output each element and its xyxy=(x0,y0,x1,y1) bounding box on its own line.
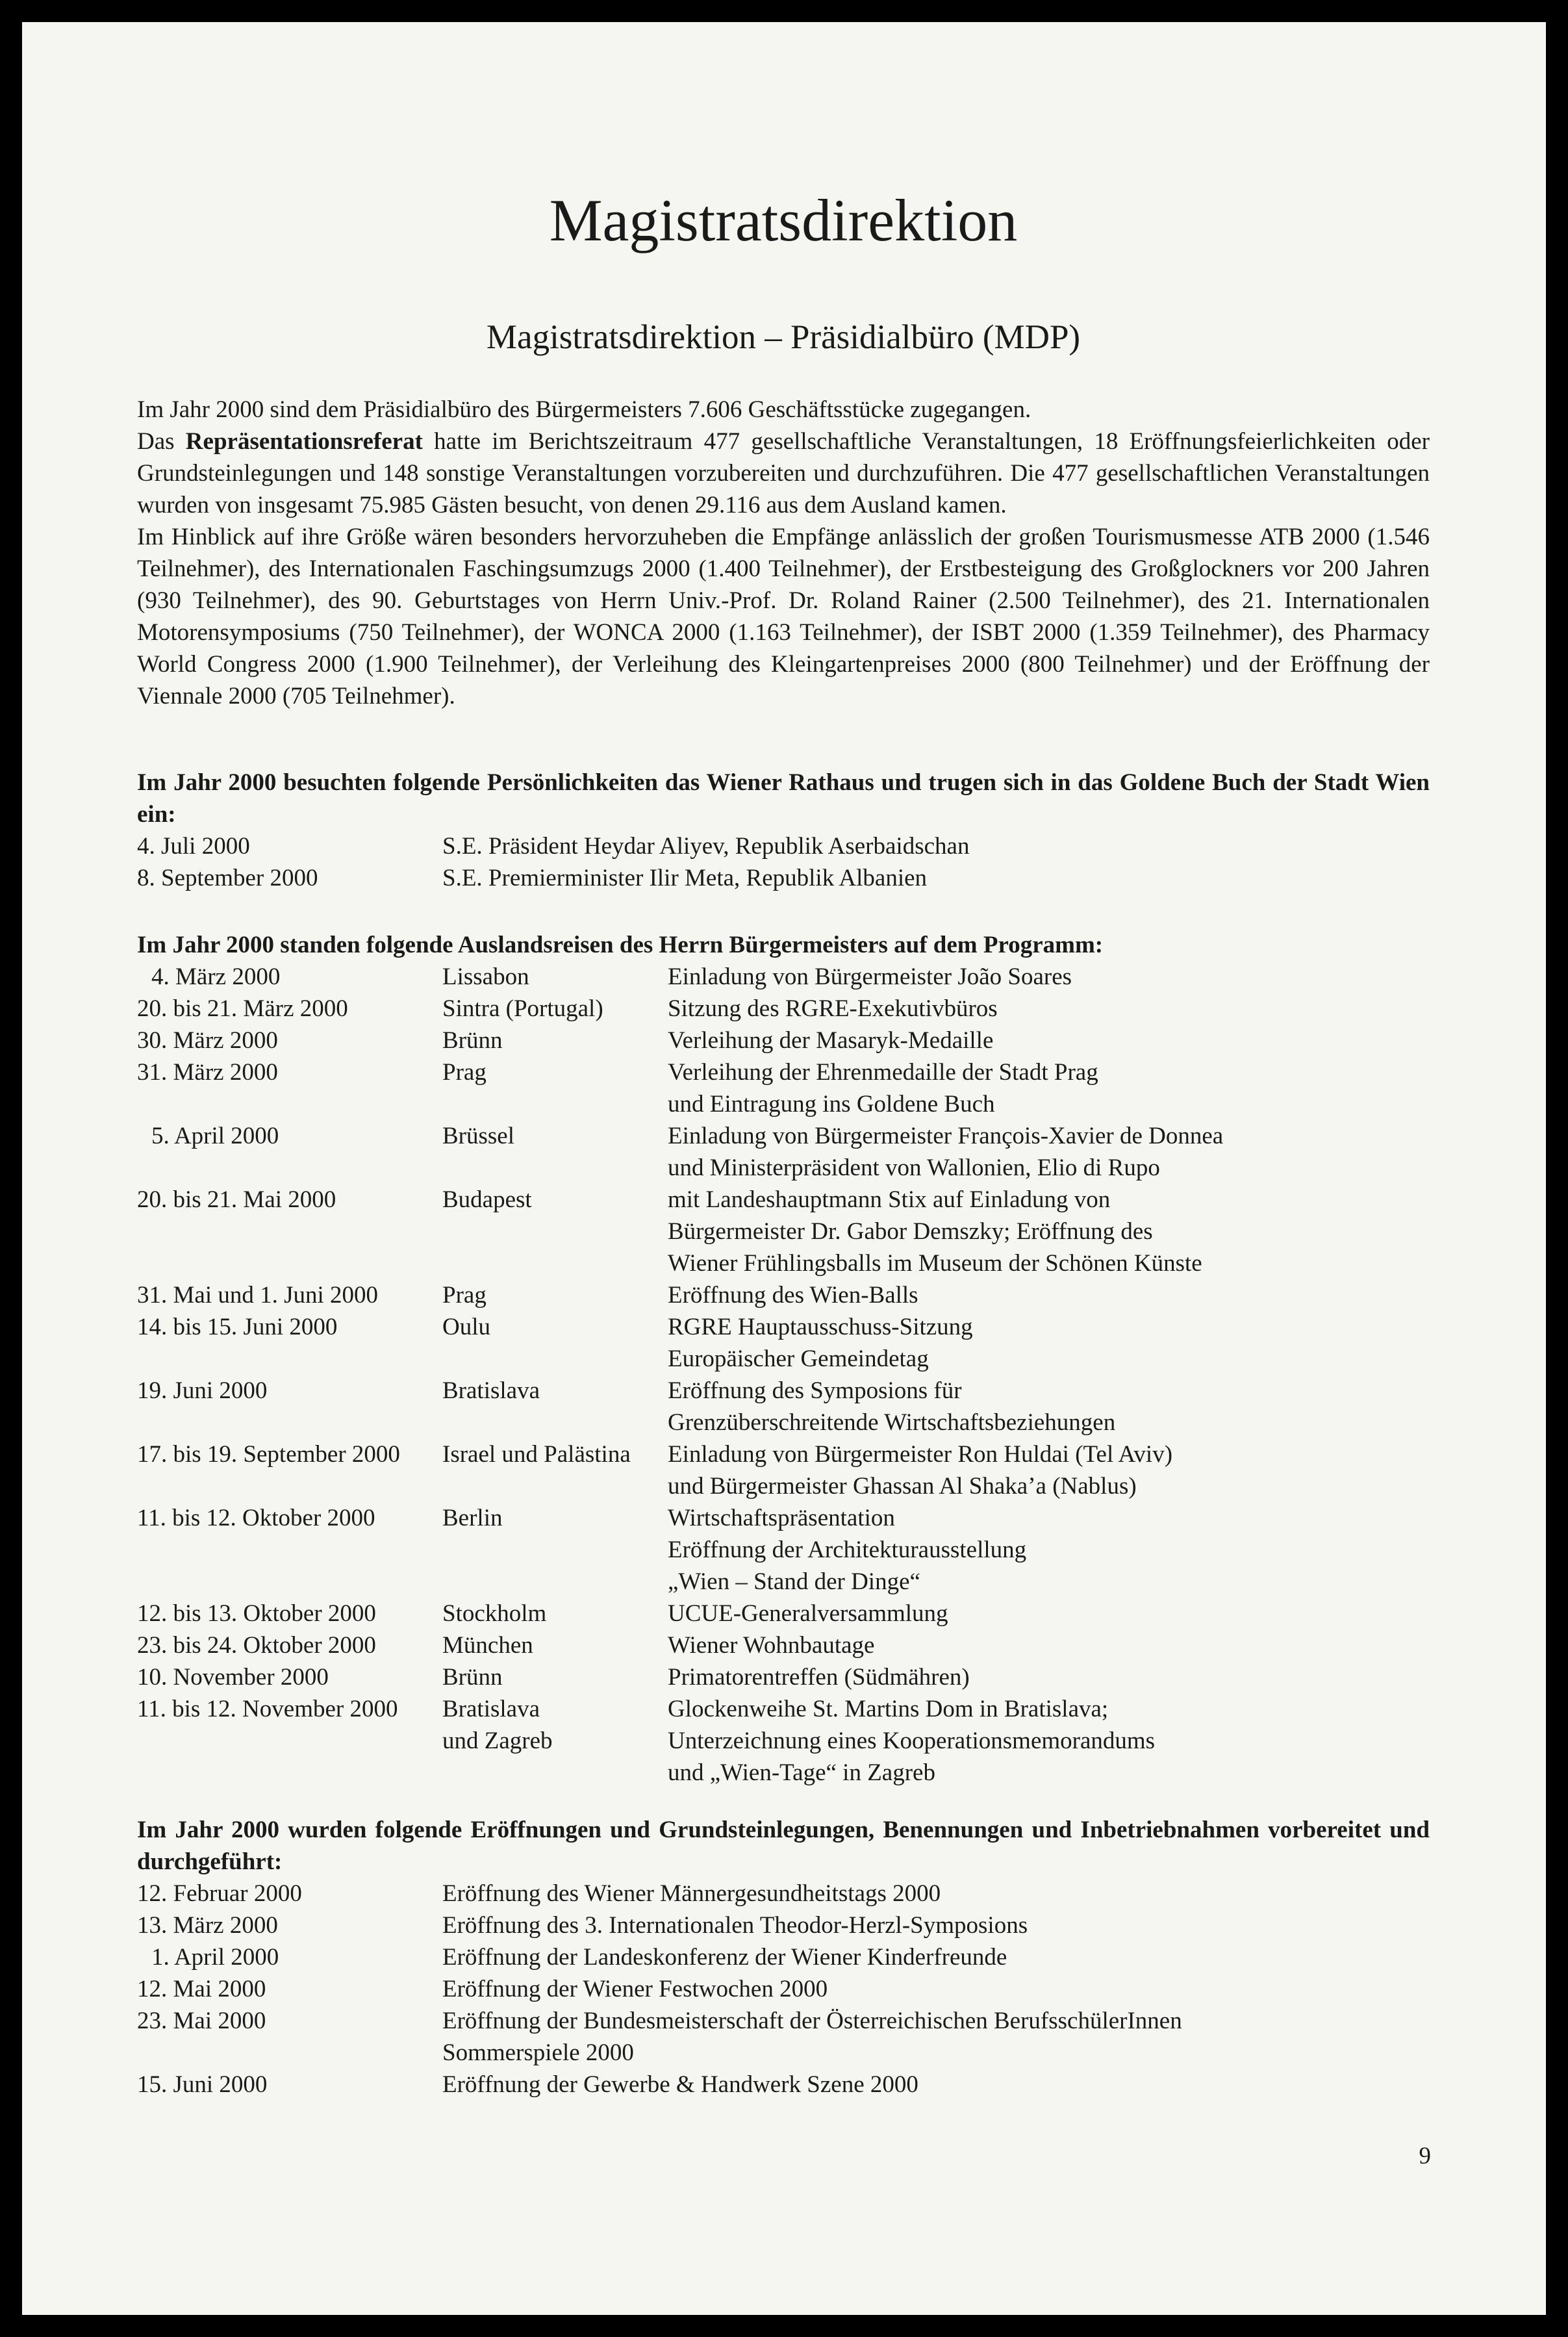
trip-row xyxy=(137,961,1430,993)
visit-row xyxy=(137,830,1430,862)
opening-row xyxy=(137,2005,1430,2069)
trips-heading: Im Jahr 2000 standen folgende Auslandsreisen des Herrn Bürgermeisters auf dem Programm: xyxy=(137,932,1104,958)
trip-city: München xyxy=(442,1632,533,1659)
trip-row xyxy=(137,1056,1430,1120)
trip-row xyxy=(137,1311,1430,1375)
trip-city: Budapest xyxy=(442,1186,532,1213)
visit-desc: S.E. Premierminister Ilir Meta, Republik Albanien xyxy=(442,865,928,891)
trip-desc: Wirtschaftspräsentation Eröffnung der Architekturausstellung „Wien – Stand der Dinge“ xyxy=(668,1505,1027,1595)
trip-city: Brüssel xyxy=(442,1123,514,1149)
trip-row xyxy=(137,1661,1430,1693)
visit-date: 4. Juli 2000 xyxy=(137,833,250,860)
document-page xyxy=(22,22,1546,2315)
repraesentationsreferat-term: Repräsentationsreferat xyxy=(185,428,423,455)
opening-date: 13. März 2000 xyxy=(137,1912,278,1939)
trip-desc: Wiener Wohnbautage xyxy=(668,1632,875,1659)
trip-desc: RGRE Hauptausschuss-Sitzung Europäischer Gemeindetag xyxy=(668,1314,973,1372)
opening-row xyxy=(137,2069,1430,2101)
trip-desc: Einladung von Bürgermeister François-Xavier de Donnea und Ministerpräsident von Wallonien, Elio di Rupo xyxy=(668,1123,1224,1181)
trip-city: Sintra (Portugal) xyxy=(442,995,603,1022)
trip-date: 12. bis 13. Oktober 2000 xyxy=(137,1600,376,1627)
intro-paragraph-2: Das Repräsentationsreferat hatte im Berichtszeitraum 477 gesellschaftliche Veranstaltungen, 18 Eröffnungsfeierlichkeiten oder Grundsteinlegungen und 148 sonstige Veranstaltungen vorzubereiten und durchzuführen. Die 477 gesellschaftlichen Veranstaltungen wurden von insgesamt 75.985 Gästen besucht, von denen 29.116 aus dem Ausland kamen. xyxy=(137,428,1430,518)
trip-date: 31. März 2000 xyxy=(137,1059,278,1086)
trip-row xyxy=(137,1184,1430,1279)
trip-date: 4. März 2000 xyxy=(151,964,281,990)
opening-row xyxy=(137,1973,1430,2005)
visit-row xyxy=(137,862,1430,894)
trip-date: 31. Mai und 1. Juni 2000 xyxy=(137,1282,379,1309)
trip-desc: Einladung von Bürgermeister Ron Huldai (Tel Aviv) und Bürgermeister Ghassan Al Shaka’a (Nablus) xyxy=(668,1441,1173,1500)
trip-city: Berlin xyxy=(442,1505,503,1531)
opening-date: 23. Mai 2000 xyxy=(137,2008,266,2034)
trip-date: 17. bis 19. September 2000 xyxy=(137,1441,400,1468)
opening-date: 15. Juni 2000 xyxy=(137,2071,268,2098)
visit-date: 8. September 2000 xyxy=(137,865,318,891)
openings-heading: Im Jahr 2000 wurden folgende Eröffnungen und Grundsteinlegungen, Benennungen und Inbetriebnahmen vorbereitet und durchgeführt: xyxy=(137,1817,1430,1875)
opening-row xyxy=(137,1941,1430,1973)
trip-row xyxy=(137,1629,1430,1661)
trip-row xyxy=(137,1438,1430,1502)
page-number: 9 xyxy=(1419,2143,1431,2169)
trip-date: 20. bis 21. März 2000 xyxy=(137,995,348,1022)
trip-date: 14. bis 15. Juni 2000 xyxy=(137,1314,338,1340)
intro-paragraph-1: Im Jahr 2000 sind dem Präsidialbüro des Bürgermeisters 7.606 Geschäftsstücke zugegangen. xyxy=(137,396,1031,423)
opening-date: 1. April 2000 xyxy=(151,1944,279,1971)
trip-date: 23. bis 24. Oktober 2000 xyxy=(137,1632,376,1659)
trip-desc: Primatorentreffen (Südmähren) xyxy=(668,1664,970,1691)
trip-row xyxy=(137,1693,1430,1789)
visits-list xyxy=(137,830,1430,894)
trip-row xyxy=(137,1502,1430,1598)
page-title: Magistratsdirektion xyxy=(549,187,1018,253)
trip-city: Israel und Palästina xyxy=(442,1441,631,1468)
trip-row xyxy=(137,1375,1430,1438)
openings-list xyxy=(137,1878,1430,2101)
opening-desc: Eröffnung des 3. Internationalen Theodor-Herzl-Symposions xyxy=(442,1912,1028,1939)
intro-text xyxy=(137,394,1430,712)
opening-date: 12. Februar 2000 xyxy=(137,1880,302,1907)
trip-city: Prag xyxy=(442,1059,487,1086)
visit-desc: S.E. Präsident Heydar Aliyev, Republik Aserbaidschan xyxy=(442,833,970,860)
trip-row xyxy=(137,993,1430,1025)
trip-date: 19. Juni 2000 xyxy=(137,1377,268,1404)
trip-date: 5. April 2000 xyxy=(151,1123,279,1149)
trip-desc: Eröffnung des Wien-Balls xyxy=(668,1282,918,1309)
opening-row xyxy=(137,1909,1430,1941)
trip-row xyxy=(137,1025,1430,1056)
trip-row xyxy=(137,1598,1430,1629)
section-title: Magistratsdirektion – Präsidialbüro (MDP) xyxy=(486,318,1081,356)
trip-date: 10. November 2000 xyxy=(137,1664,329,1691)
trip-city: Oulu xyxy=(442,1314,490,1340)
trip-date: 11. bis 12. Oktober 2000 xyxy=(137,1505,375,1531)
trip-desc: mit Landeshauptmann Stix auf Einladung von Bürgermeister Dr. Gabor Demszky; Eröffnung des Wiener Frühlingsballs im Museum der Schönen Künste xyxy=(668,1186,1202,1277)
intro-paragraph-3: Im Hinblick auf ihre Größe wären besonders hervorzuheben die Empfänge anlässlich der großen Tourismusmesse ATB 2000 (1.546 Teilnehmer), des Internationalen Faschingsumzugs 2000 (1.400 Teilnehmer), der Erstbesteigung des Großglockners vor 200 Jahren (930 Teilnehmer), des 90. Geburtstages von Herrn Univ.-Prof. Dr. Roland Rainer (2.500 Teilnehmer), des 21. Internationalen Motorensymposiums (750 Teilnehmer), der WONCA 2000 (1.163 Teilnehmer), der ISBT 2000 (1.359 Teilnehmer), des Pharmacy World Congress 2000 (1.900 Teilnehmer), der Verleihung des Kleingartenpreises 2000 (800 Teilnehmer) und der Eröffnung der Viennale 2000 (705 Teilnehmer). xyxy=(137,524,1430,709)
trip-desc: Sitzung des RGRE-Exekutivbüros xyxy=(668,995,998,1022)
opening-desc: Eröffnung der Wiener Festwochen 2000 xyxy=(442,1976,828,2002)
trip-city: Brünn xyxy=(442,1027,503,1054)
trip-city: Stockholm xyxy=(442,1600,547,1627)
trip-date: 30. März 2000 xyxy=(137,1027,278,1054)
trip-row xyxy=(137,1279,1430,1311)
trip-desc: UCUE-Generalversammlung xyxy=(668,1600,948,1627)
trip-city: Bratislava xyxy=(442,1377,540,1404)
opening-desc: Eröffnung des Wiener Männergesundheitstags 2000 xyxy=(442,1880,941,1907)
trip-date: 11. bis 12. November 2000 xyxy=(137,1696,398,1722)
trip-date: 20. bis 21. Mai 2000 xyxy=(137,1186,336,1213)
opening-desc: Eröffnung der Bundesmeisterschaft der Österreichischen BerufsschülerInnen Sommerspiele 2000 xyxy=(442,2008,1182,2066)
opening-date: 12. Mai 2000 xyxy=(137,1976,266,2002)
trip-city: Prag xyxy=(442,1282,487,1309)
trip-desc: Einladung von Bürgermeister João Soares xyxy=(668,964,1072,990)
trip-city: Brünn xyxy=(442,1664,503,1691)
trip-city: Bratislava und Zagreb xyxy=(442,1696,553,1754)
trip-row xyxy=(137,1120,1430,1184)
trip-desc: Verleihung der Masaryk-Medaille xyxy=(668,1027,994,1054)
trip-desc: Eröffnung des Symposions für Grenzüberschreitende Wirtschaftsbeziehungen xyxy=(668,1377,1116,1436)
trip-desc: Verleihung der Ehrenmedaille der Stadt Prag und Eintragung ins Goldene Buch xyxy=(668,1059,1098,1117)
opening-desc: Eröffnung der Gewerbe & Handwerk Szene 2000 xyxy=(442,2071,918,2098)
trip-desc: Glockenweihe St. Martins Dom in Bratislava; Unterzeichnung eines Kooperationsmemorandums und „Wien-Tage“ in Zagreb xyxy=(668,1696,1156,1786)
opening-desc: Eröffnung der Landeskonferenz der Wiener Kinderfreunde xyxy=(442,1944,1007,1971)
opening-row xyxy=(137,1878,1430,1909)
trip-city: Lissabon xyxy=(442,964,529,990)
visits-heading: Im Jahr 2000 besuchten folgende Persönlichkeiten das Wiener Rathaus und trugen sich in das Goldene Buch der Stadt Wien ein: xyxy=(137,769,1430,828)
trips-list xyxy=(137,961,1430,1789)
